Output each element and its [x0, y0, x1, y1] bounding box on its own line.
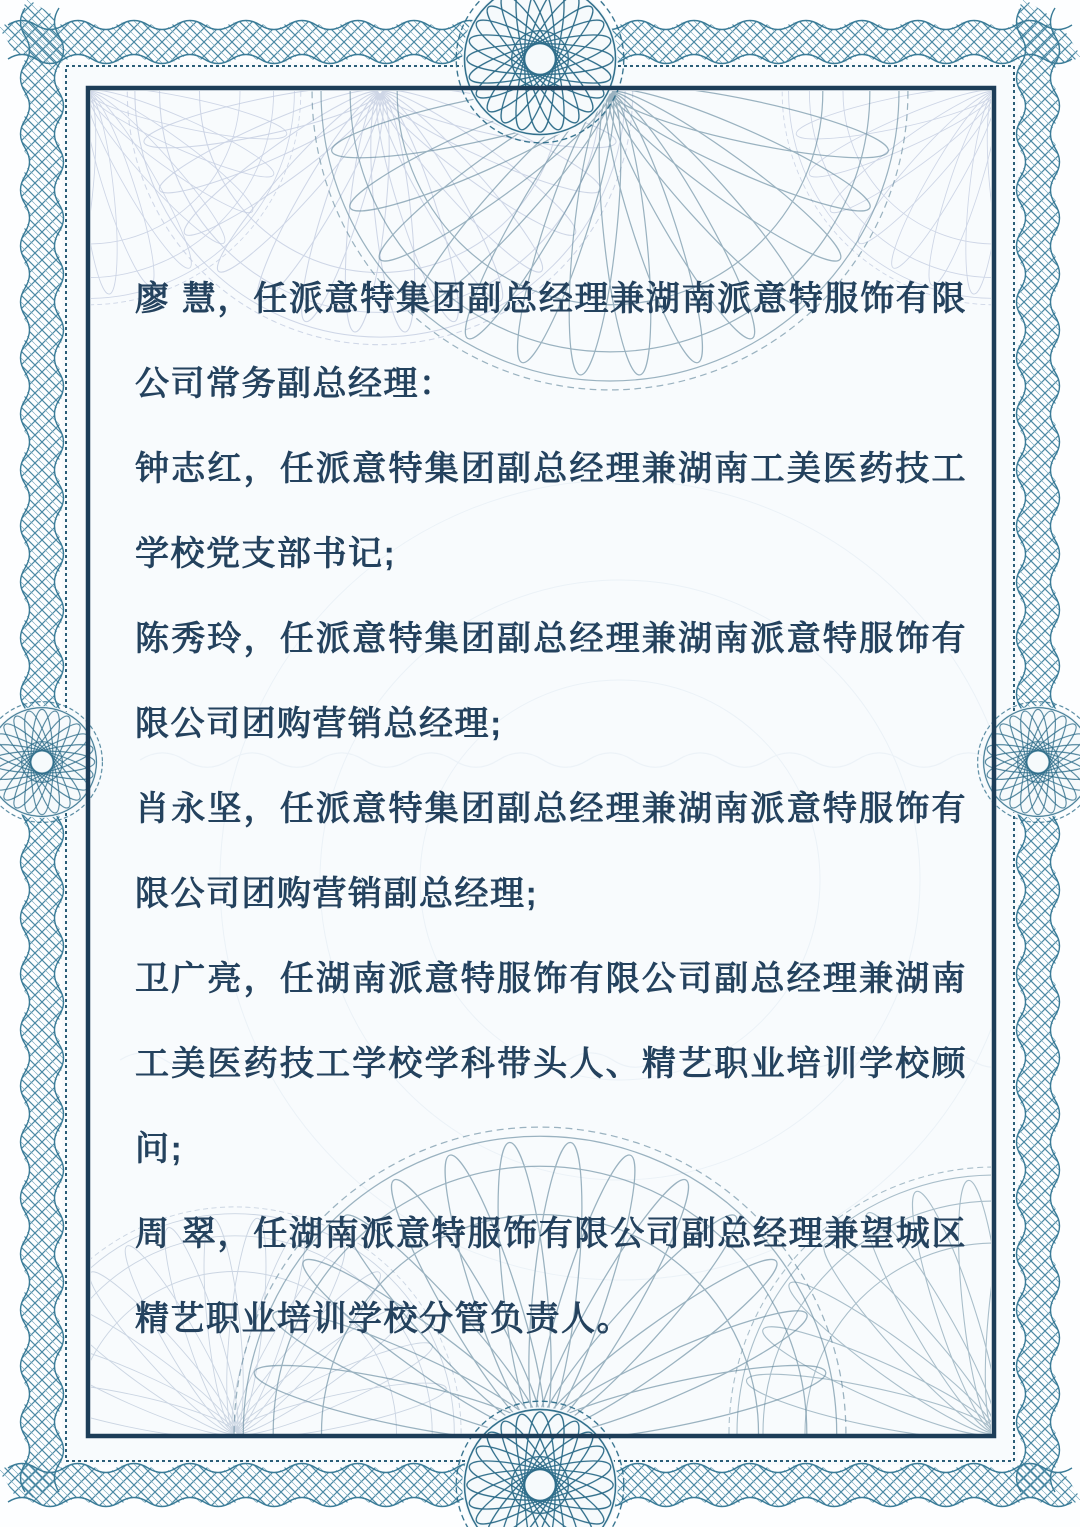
appointment-text: 任派意特集团副总经理兼湖南派意特服饰有限公司团购营销副总经理;: [135, 790, 968, 913]
person-name: 陈秀玲，: [135, 620, 280, 658]
appointment-text: 任派意特集团副总经理兼湖南派意特服饰有限公司常务副总经理：: [135, 280, 968, 403]
appointment-paragraph: [135, 597, 967, 767]
appointment-paragraph: [135, 937, 967, 1192]
appointment-text: 任派意特集团副总经理兼湖南工美医药技工学校党支部书记;: [135, 450, 968, 573]
appointment-paragraph: [135, 767, 967, 937]
appointment-text-block: [135, 257, 967, 1362]
appointment-text: 任湖南派意特服饰有限公司副总经理兼湖南工美医药技工学校学科带头人、精艺职业培训学校顾问;: [135, 960, 968, 1168]
appointment-text: 任湖南派意特服饰有限公司副总经理兼望城区精艺职业培训学校分管负责人。: [135, 1215, 968, 1338]
person-name: 廖 慧，: [135, 280, 254, 318]
appointment-paragraph: [135, 427, 967, 597]
appointment-paragraph: [135, 1192, 967, 1362]
person-name: 钟志红，: [135, 450, 280, 488]
person-name: 肖永坚，: [135, 790, 280, 828]
appointment-paragraph: [135, 257, 967, 427]
person-name: 周 翠，: [135, 1215, 254, 1253]
person-name: 卫广亮，: [135, 960, 280, 998]
appointment-text: 任派意特集团副总经理兼湖南派意特服饰有限公司团购营销总经理;: [135, 620, 968, 743]
